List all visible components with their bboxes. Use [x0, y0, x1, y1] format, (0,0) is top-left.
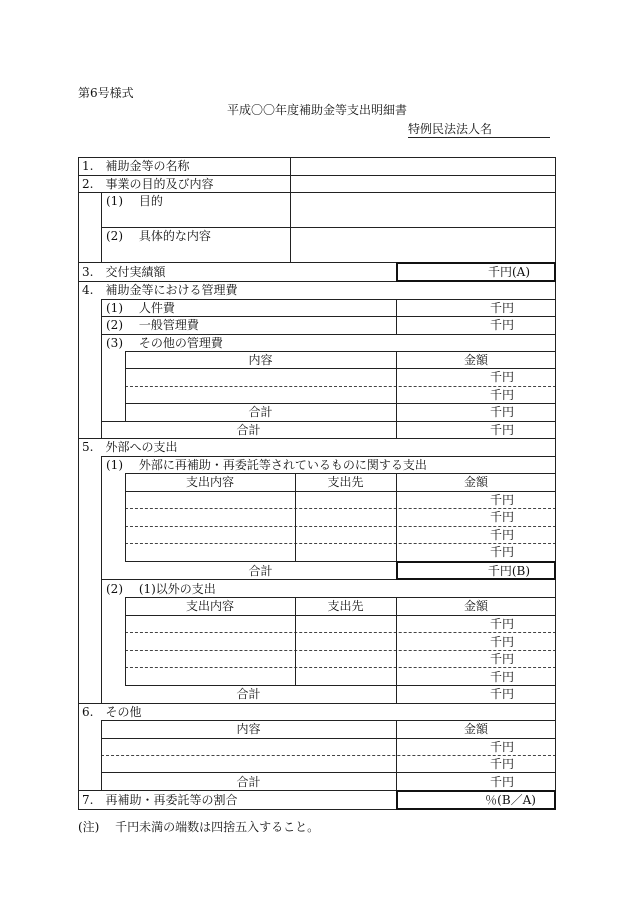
col-header-content: 内容 [236, 722, 261, 736]
row-divider [78, 192, 556, 193]
other-expense-total-amount: 千円 [489, 687, 514, 701]
section-7-label: 7. 再補助・再委託等の割合 [82, 793, 238, 807]
other-expense-row-amount: 千円 [489, 635, 514, 649]
col-header-payee: 支出先 [327, 599, 364, 613]
col-header-amount: 金額 [463, 475, 488, 489]
row-divider [101, 299, 556, 300]
section-2-details-label: (2) 具体的な内容 [106, 229, 211, 243]
col-header-amount: 金額 [463, 722, 488, 736]
other-expense-total-label: 合計 [236, 687, 261, 701]
indent-divider [101, 456, 102, 703]
section-5-label: 5. 外部への支出 [82, 440, 178, 454]
row-divider [125, 368, 556, 369]
table-border-left [78, 157, 79, 810]
section-6-label: 6. その他 [82, 705, 142, 719]
section-1-label: 1. 補助金等の名称 [82, 159, 190, 173]
row-divider [101, 720, 556, 721]
dashed-row-divider [125, 526, 556, 527]
general-admin-amount: 千円 [489, 318, 514, 332]
other-expense-row-amount: 千円 [489, 670, 514, 684]
amount-a-value: 千円(A) [487, 265, 530, 279]
other-total-amount: 千円 [489, 775, 514, 789]
row-divider [125, 473, 556, 474]
col-divider [290, 157, 291, 262]
resubsidy-row-amount: 千円 [489, 510, 514, 524]
row-divider [125, 491, 556, 492]
row-divider [125, 597, 556, 598]
other-admin-subtotal-amount: 千円 [489, 405, 514, 419]
row-divider [101, 421, 556, 422]
row-divider [78, 175, 556, 176]
indent-divider [101, 299, 102, 438]
row-divider [125, 615, 556, 616]
section-2-label: 2. 事業の目的及び内容 [82, 177, 214, 191]
other-expense-row-amount: 千円 [489, 652, 514, 666]
other-expense-label: (2) (1)以外の支出 [106, 582, 216, 596]
other-total-label: 合計 [236, 775, 261, 789]
col-header-expense-content: 支出内容 [185, 599, 234, 613]
row-divider [101, 334, 556, 335]
row-divider [125, 351, 556, 352]
amount-b-value: 千円(B) [487, 564, 530, 578]
other-admin-label: (3) その他の管理費 [106, 336, 223, 350]
resubsidy-total-label: 合計 [248, 564, 273, 578]
col-header-content: 内容 [248, 353, 273, 367]
section-2-purpose-label: (1) 目的 [106, 194, 163, 208]
personnel-cost-amount: 千円 [489, 301, 514, 315]
row-divider [101, 456, 556, 457]
other-row-amount: 千円 [489, 740, 514, 754]
col-header-payee: 支出先 [327, 475, 364, 489]
admin-total-amount: 千円 [489, 423, 514, 437]
dashed-row-divider [101, 755, 556, 756]
other-admin-subtotal-label: 合計 [248, 405, 273, 419]
ratio-value: ％(B／A) [485, 793, 536, 807]
dashed-row-divider [125, 386, 556, 387]
form-number: 第6号様式 [78, 86, 134, 100]
other-admin-row-amount: 千円 [489, 370, 514, 384]
dashed-row-divider [125, 632, 556, 633]
row-divider [78, 703, 556, 704]
resubsidy-row-amount: 千円 [489, 545, 514, 559]
dashed-row-divider [125, 650, 556, 651]
col-header-amount: 金額 [463, 599, 488, 613]
row-divider [101, 772, 556, 773]
row-divider [101, 227, 556, 228]
resubsidy-row-amount: 千円 [489, 528, 514, 542]
other-expense-row-amount: 千円 [489, 617, 514, 631]
section-4-label: 4. 補助金等における管理費 [82, 283, 238, 297]
dashed-row-divider [125, 543, 556, 544]
other-admin-row-amount: 千円 [489, 388, 514, 402]
admin-total-label: 合計 [236, 423, 261, 437]
other-row-amount: 千円 [489, 757, 514, 771]
row-divider [125, 685, 556, 686]
indent-divider [101, 192, 102, 262]
table-border-top [78, 157, 556, 158]
corp-name-underline [408, 137, 550, 138]
corp-name-label: 特例民法法人名 [408, 122, 493, 136]
col-header-expense-content: 支出内容 [185, 475, 234, 489]
resubsidy-expense-label: (1) 外部に再補助・再委託等されているものに関する支出 [106, 458, 427, 472]
document-title: 平成〇〇年度補助金等支出明細書 [227, 103, 408, 117]
dashed-row-divider [125, 667, 556, 668]
col-divider [396, 597, 397, 703]
row-divider [125, 403, 556, 404]
footnote: (注) 千円未満の端数は四捨五入すること。 [78, 820, 320, 834]
resubsidy-row-amount: 千円 [489, 493, 514, 507]
personnel-cost-label: (1) 人件費 [106, 301, 175, 315]
row-divider [101, 738, 556, 739]
section-3-label: 3. 交付実績額 [82, 265, 166, 279]
row-divider [101, 316, 556, 317]
row-divider [78, 438, 556, 439]
general-admin-label: (2) 一般管理費 [106, 318, 199, 332]
dashed-row-divider [125, 508, 556, 509]
col-divider [396, 299, 397, 335]
col-header-amount: 金額 [463, 353, 488, 367]
